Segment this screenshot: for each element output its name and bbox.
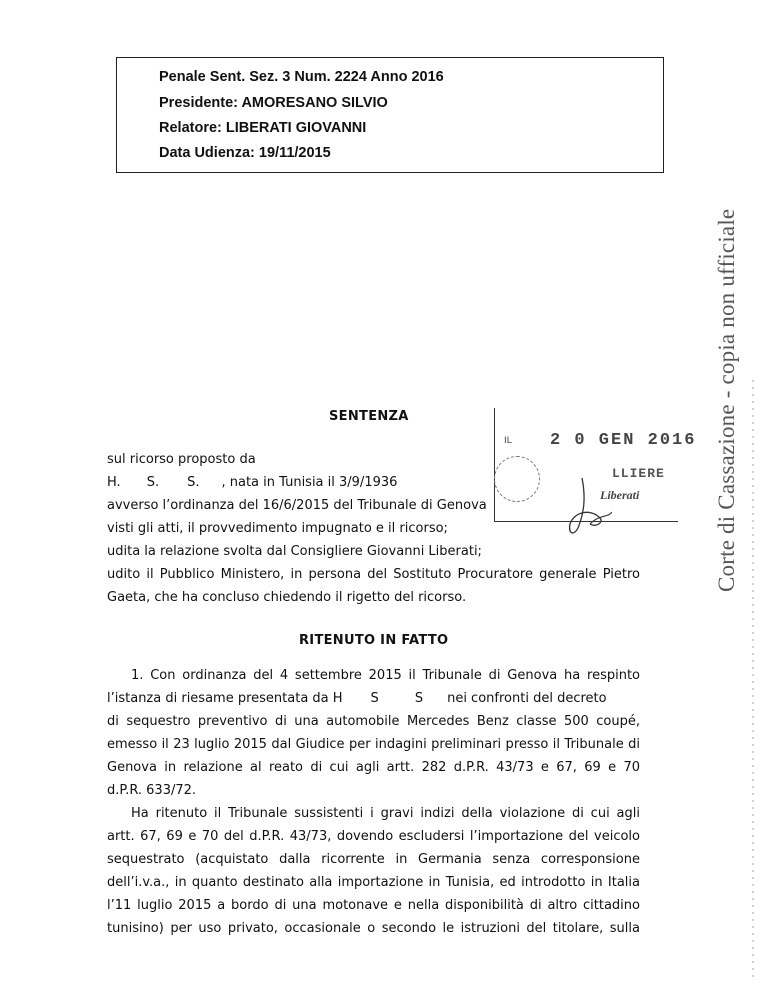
case-header-box [116, 57, 664, 173]
stamp-date: 2 0 GEN 2016 [550, 431, 697, 450]
stamp-border-left [494, 408, 495, 522]
relatore-line: Relatore: LIBERATI GIOVANNI [159, 120, 367, 136]
deposit-stamp [482, 408, 697, 528]
stamp-signature-name: Liberati [600, 488, 640, 502]
appellant-name-initial-1: H. [107, 475, 121, 490]
body-p1-line2-part-b: S [370, 691, 379, 706]
body-p1-line2-part-c: S [414, 691, 424, 706]
body-p2-line4: dell’i.v.a., in quanto destinato alla importazione in Tunisia, ed introdotto in Italia [107, 875, 640, 890]
body-p1-line2-part-d: nei confronti del decreto [447, 691, 607, 706]
ricorso-line: sul ricorso proposto da [107, 452, 256, 467]
sentenza-title: SENTENZA [329, 409, 409, 424]
body-p1-line1: 1. Con ordinanza del 4 settembre 2015 il Tribunale di Genova ha respinto [131, 668, 640, 683]
ritenuto-in-fatto-title: RITENUTO IN FATTO [299, 633, 449, 648]
cassazione-watermark: Corte di Cassazione - copia non ufficiale [714, 208, 739, 592]
avverso-line: avverso l’ordinanza del 16/6/2015 del Tribunale di Genova [107, 498, 487, 513]
stamp-role: LLIERE [612, 466, 665, 481]
body-p2-line2: artt. 67, 69 e 70 del d.P.R. 43/73, dovendo escludersi l’importazione del veicolo [107, 829, 640, 844]
appellant-name-initial-2: S. [146, 475, 160, 490]
appellant-line [107, 475, 397, 491]
appellant-birth: , nata in Tunisia il 3/9/1936 [221, 475, 398, 490]
gaeta-line: Gaeta, che ha concluso chiedendo il rigetto del ricorso. [107, 590, 467, 605]
body-p1-line2 [107, 691, 640, 707]
visti-line: visti gli atti, il provvedimento impugnato e il ricorso; [107, 521, 448, 536]
udito-line: udito il Pubblico Ministero, in persona del Sostituto Procuratore generale Pietro [107, 567, 640, 582]
scan-edge-noise [752, 380, 754, 980]
udita-line: udita la relazione svolta dal Consigliere Giovanni Liberati; [107, 544, 482, 559]
appellant-name-initial-3: S. [187, 475, 200, 490]
body-p1-line6: d.P.R. 633/72. [107, 783, 197, 798]
stamp-il-label: IL [504, 436, 512, 446]
presidente-line: Presidente: AMORESANO SILVIO [159, 95, 388, 111]
body-p1-line4: emesso il 23 luglio 2015 dal Giudice per indagini preliminari presso il Tribunale di [107, 737, 640, 752]
body-p2-line3: sequestrato (acquistato dalla ricorrente in Germania senza corresponsione [107, 852, 640, 867]
case-number-line: Penale Sent. Sez. 3 Num. 2224 Anno 2016 [159, 69, 444, 85]
handwritten-signature [560, 478, 620, 538]
body-p2-line5: l’11 luglio 2015 a bordo di una motonave e nella disponibilità di altro cittadino [107, 898, 640, 913]
body-p2-line1: Ha ritenuto il Tribunale sussistenti i gravi indizi della violazione di cui agli [131, 806, 640, 821]
body-p1-line2-part-a: l’istanza di riesame presentata da H [107, 691, 343, 706]
body-p1-line3: di sequestro preventivo di una automobile Mercedes Benz classe 500 coupé, [107, 714, 640, 729]
body-p1-line5: Genova in relazione al reato di cui agli artt. 282 d.P.R. 43/73 e 67, 69 e 70 [107, 760, 640, 775]
data-udienza-line: Data Udienza: 19/11/2015 [159, 145, 331, 161]
body-p2-line6: tunisino) per uso privato, occasionale o secondo le istruzioni del titolare, sulla [107, 921, 640, 936]
stamp-seal [494, 456, 540, 502]
